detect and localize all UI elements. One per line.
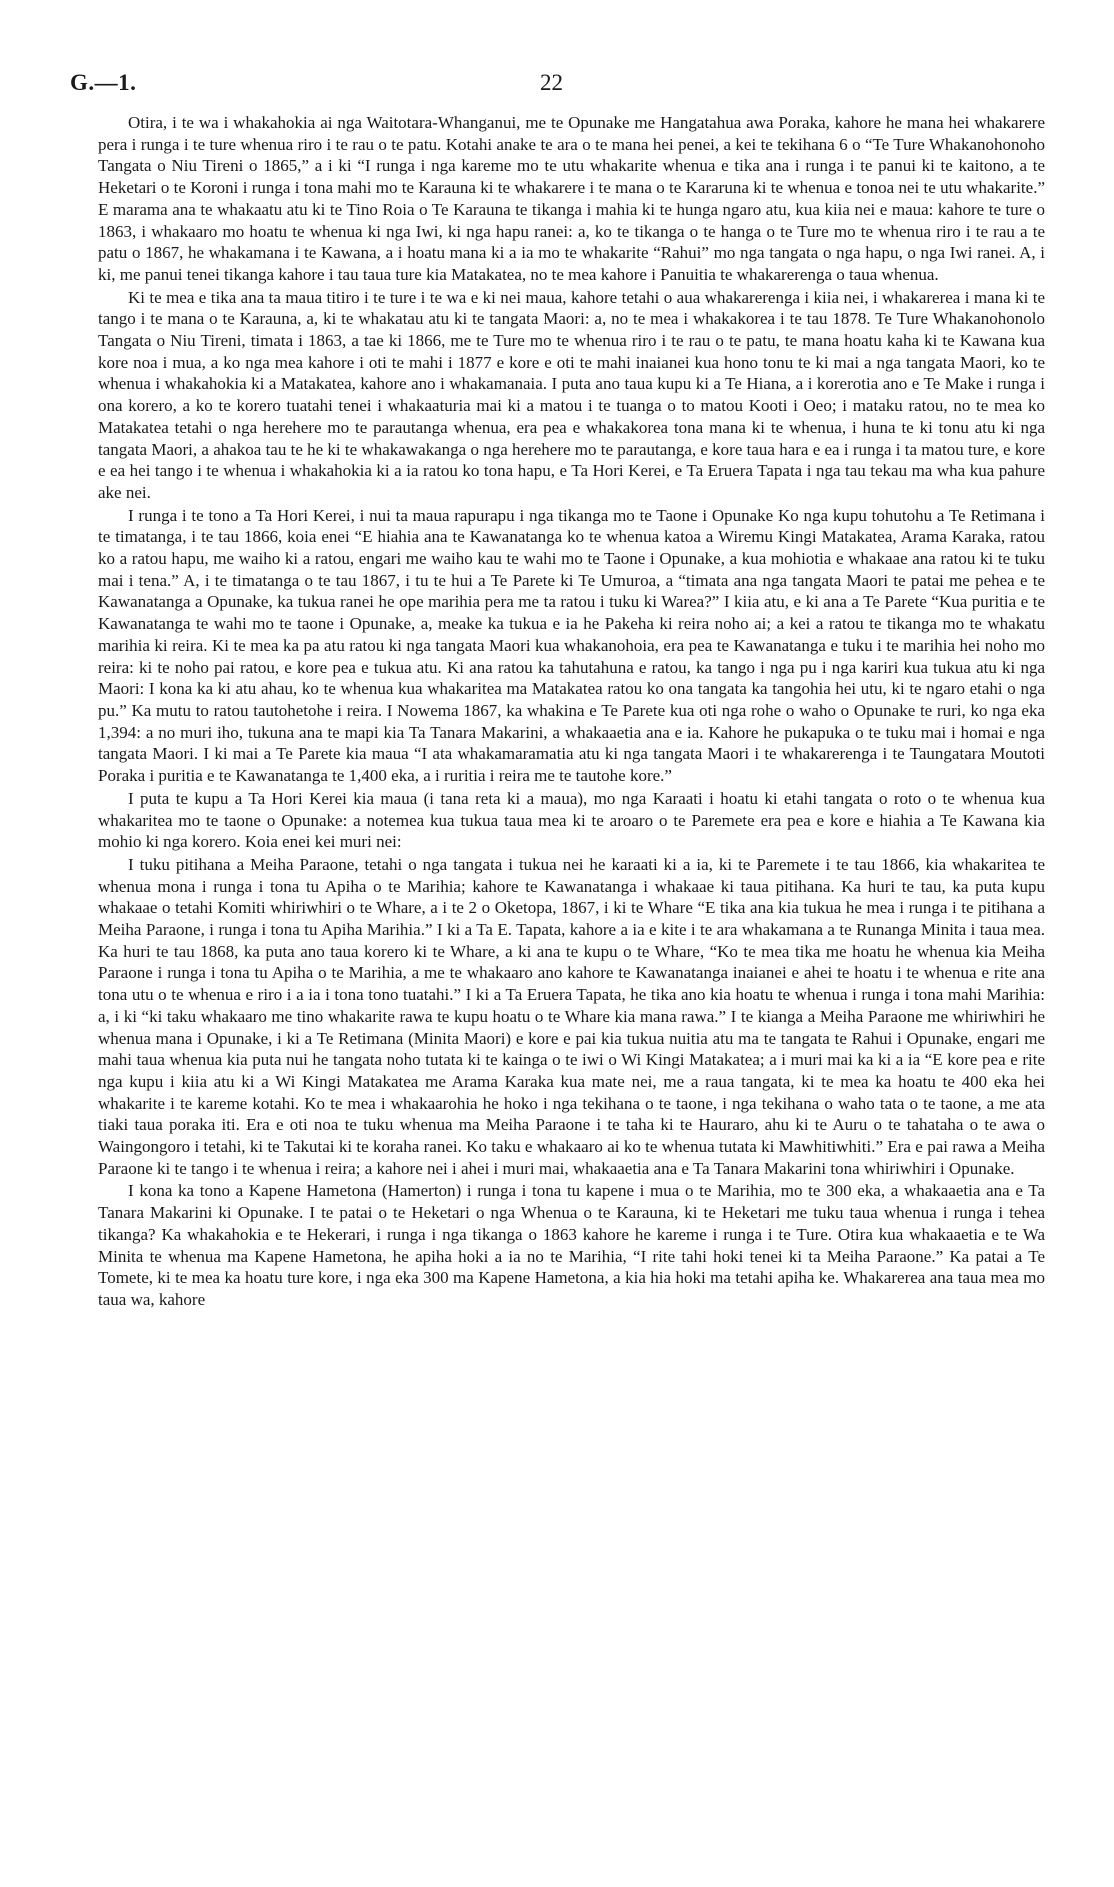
page-number: 22: [540, 70, 563, 95]
page-header: [70, 70, 1040, 100]
paragraph: I runga i te tono a Ta Hori Kerei, i nui ta maua rapurapu i nga tikanga mo te Taone i Opunake Ko nga kupu tohutohu a Te Retimana i te timatanga, i te tau 1866, koia enei “E hiahia ana te Kawanatanga ko te whenua katoa a Wiremu Kingi Matakatea, Arama Karaka, ratou ko a ratou hapu, me waiho ki a ratou, engari me waiho kau te wahi mo te Taone i Opunake, a kua mohiotia e whakaae ana ratou ki te tuku mai i tena.” A, i te timatanga o te tau 1867, i tu te hui a Te Parete ki Te Umuroa, a “timata ana nga tangata Maori te patai me pehea e te Kawanatanga a Opunake, ka tukua ranei he ope marihia pera me ta ratou i tuku ki Warea?” I kiia atu, e ki ana a Te Parete “Kua puritia e te Kawanatanga te wahi mo te taone i Opunake, a, meake ka tukua e ia he Pakeha ki reira noho ai; a kei a ratou te tikanga mo te whakatu marihia ki reira. Ki te mea ka pa atu ratou ki nga tangata Maori kua whakanohoia, era pea te Kawanatanga e tuku i te marihia hei noho mo reira: ki te noho pai ratou, e kore pea e tukua atu. Ki ana ratou ka tahutahuna e ratou, ka tango i nga pu i nga kariri kua tukua atu ki nga Maori: I kona ka ki atu ahau, ko te whenua kua whakaritea ma Matakatea ratou ko ona tangata ka tangohia hei utu, ki te ngaro etahi o nga pu.” Ka mutu to ratou tautohetohe i reira. I Nowema 1867, ka whakina e Te Parete kua oti nga rohe o waho o Opunake te ruri, ko nga eka 1,394: a no muri iho, tukuna ana te mapi kia Ta Tanara Makarini, a whakaaetia ana e ia. Kahore he pukapuka o te tuku mai i homai e nga tangata Maori. I ki mai a Te Parete kia maua “I ata whakamaramatia atu ki nga tangata Maori i te whakarerenga i te Taungatara Moutoti Poraka i puritia e te Kawanatanga te 1,400 eka, a i ruritia i reira me te tautohe kore.”: [98, 505, 1045, 786]
paragraph: I kona ka tono a Kapene Hametona (Hamerton) i runga i tona tu kapene i mua o te Marihia, mo te 300 eka, a whakaaetia ana e Ta Tanara Makarini ki Opunake. I te patai o te Heketari o nga Whenua o te Karauna, ki te Heketari me tuku taua whenua i runga i tehea tikanga? Ka whakahokia e te Hekerari, i runga i nga tikanga o 1863 kahore he kareme i runga i te Ture. Otira kua whakaaetia e te Wa Minita te whenua ma Kapene Hametona, he apiha hoki a ia no te Marihia, “I rite tahi hoki tenei ki ta Meiha Paraone.” Ka patai a Te Tomete, ki te mea ka hoatu ture kore, i nga eka 300 ma Kapene Hametona, a kia hia hoki ma tetahi apiha ke. Whakarerea ana taua mea mo taua wa, kahore: [98, 1181, 1045, 1309]
document-code: G.—1.: [70, 70, 137, 95]
paragraph: Ki te mea e tika ana ta maua titiro i te ture i te wa e ki nei maua, kahore tetahi o aua whakarerenga i kiia nei, i whakarerea i mana ki te tango i te mana o te Karauna, a, ki te whakatau atu ki te tangata Maori: a, no te mea i whakakorea i te tau 1878. Te Ture Whakanohonolo Tangata o Niu Tireni, timata i 1863, a tae ki 1866, me te Ture mo te whenua riro i te rau o te patu, te mana hoatu kaha ki te Kawana kua kore noa i mua, a ko nga mea kahore i oti te mahi i 1877 e kore e oti te mahi inaianei kua hono tonu te ki mai a nga tangata Maori, ko te whenua i whakahokia ki a Matakatea, kahore ano i whakamanaia. I puta ano taua kupu ki a Te Hiana, a i korerotia ano e Te Make i runga i ona korero, a ko te korero tuatahi tenei i whakaaturia mai ki a matou i te tuanga o to matou Kooti i Oeo; i mataku ratou, no te mea ko Matakatea tetahi o nga herehere mo te parautanga whenua, era pea e whakakorea tona mana ki te whenua, i huna te ki tonu atu ki nga tangata Maori, a ahakoa tau te he ki te whakawakanga o nga herehere mo te parautanga, e kore taua hara e ea i runga i ta matou ture, e kore e ea hei tango i te whenua i whakahokia ki a ia ratou ko tona hapu, e Ta Hori Kerei, e Ta Eruera Tapata i nga tau tekau ma wha kua pahure ake nei.: [98, 287, 1045, 502]
paragraph: I puta te kupu a Ta Hori Kerei kia maua (i tana reta ki a maua), mo nga Karaati i hoatu ki etahi tangata o roto o te whenua kua whakaritea mo te taone o Opunake: a notemea kua tukua taua mea ki te aroaro o te Paremete era pea e kore e hiahia a Te Kawana kia mohio ki nga korero. Koia enei kei muri nei:: [98, 788, 1045, 852]
body-text: [98, 112, 1045, 1312]
paragraph: I tuku pitihana a Meiha Paraone, tetahi o nga tangata i tukua nei he karaati ki a ia, ki te Paremete i te tau 1866, kia whakaritea te whenua mona i runga i tona tu Apiha o te Marihia; kahore te Kawanatanga i whakaae ki taua pitihana. Ka huri te tau, ka puta kupu whakaae o tetahi Komiti whiriwhiri o te Whare, a i te 2 o Oketopa, 1867, i ki te Whare “E tika ana kia tukua he mea i runga i te pitihana a Meiha Paraone, i runga i tona tu Apiha Marihia.” I ki a Ta E. Tapata, kahore a ia e kite i te ara whakamana a te Runanga Minita i taua mea. Ka huri te tau 1868, ka puta ano taua korero ki te Whare, a ki ana te kupu o te Whare, “Ko te mea tika me hoatu he whenua kia Meiha Paraone i runga i tona tu Apiha o te Marihia, a me te whakaaro ano kahore te Kawanatanga inaianei e ahei te hoatu i te whenua e rite ana tona utu o te whenua e riro i a ia i tona tono tuatahi.” I ki a Ta Eruera Tapata, he tika ano kia hoatu te whenua i runga i tona mahi Marihia: a, i ki “ki taku whakaaro me tino whakarite rawa te kupu hoatu o te Whare kia mana rawa.” I te kianga a Meiha Paraone me whiriwhiri he whenua mana i Opunake, i ki a Te Retimana (Minita Maori) e kore e pai kia tukua nuitia atu ma te tangata te Rahui i Opunake, engari me mahi taua whenua kia puta nui he tangata noho tutata ki te kainga o te iwi o Wi Kingi Matakatea; a i muri mai ka ki a ia “E kore pea e rite nga kupu i kiia atu ki a Wi Kingi Matakatea me Arama Karaka kua mate nei, me a raua tangata, ki te mea ka hoatu te 400 eka hei whakarite i te kareme kotahi. Ko te mea i whakaarohia he hoko i nga tekihana o te taone, i nga tekihana o waho tata o te taone, a me ata tiaki taua poraka iti. Era e oti noa te tuku whenua ma Meiha Paraone i te taha ki te Hauraro, ahu ki te Auru o te tahataha o te awa o Waingongoro i tetahi, ki te Takutai ki te koraha ranei. Ko taku e whakaaro ai ko te whenua tutata ki Mawhitiwhiti.” Era e pai rawa a Meiha Paraone ki te tango i te whenua i reira; a kahore nei i ahei i muri mai, whakaaetia ana e Ta Tanara Makarini tona whiriwhiri i Opunake.: [98, 854, 1045, 1178]
paragraph: Otira, i te wa i whakahokia ai nga Waitotara-Whanganui, me te Opunake me Hangatahua awa Poraka, kahore he mana hei whakarere pera i runga i te ture whenua riro i te rau o te patu. Kotahi anake te ara o te mana hei penei, a kei te tekihana 6 o “Te Ture Whakanohonoho Tangata o Niu Tireni o 1865,” a i ki “I runga i nga kareme mo te utu whakarite whenua e tika ana i runga i te panui ki te kaitono, a te Heketari o te Koroni i runga i tona mahi mo te Karauna ki te whakarere i te mana o te Kararuna ki te whenua e tonoa nei te utu whakarite.” E marama ana te whakaatu atu ki te Tino Roia o Te Karauna te tikanga i mahia ki te hunga ngaro atu, kua kiia nei e maua: kahore te ture o 1863, i whakaaro mo hoatu te whenua ki nga Iwi, ki nga hapu ranei: a, ko te tikanga o te hanga o te Ture mo te whenua riro i te rau a te patu o 1867, he whakamana i te Kawana, a i hoatu mana ki a ia mo te whakarite “Rahui” mo nga tangata o nga hapu, o nga Iwi ranei. A, i ki, me panui tenei tikanga kahore i tau taua ture kia Matakatea, no te mea kahore i Panuitia te whakarerenga o taua whenua.: [98, 113, 1045, 284]
